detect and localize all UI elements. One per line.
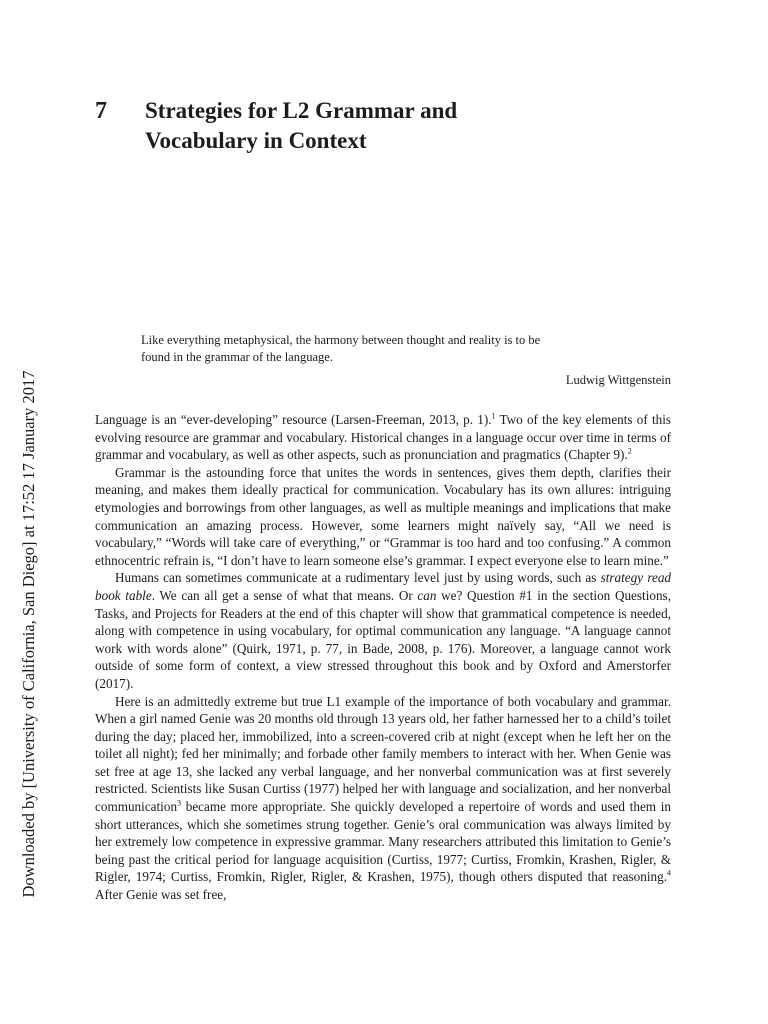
footnote-ref[interactable]: 2: [627, 446, 632, 456]
paragraph-text: Two of the key elements of this evolving resource are grammar and vocabulary. Historical changes in a language occur over time in terms of grammar and vocabulary, as well as other aspects, such as pronunciation and pragmatics (Chapter 9).: [95, 412, 671, 463]
paragraph-4: [95, 693, 671, 904]
paragraph-text: After Genie was set free,: [95, 887, 227, 903]
paragraph-1: [95, 411, 671, 464]
paragraph-3: [95, 569, 671, 692]
paragraph-text: Here is an admittedly extreme but true L1 example of the importance of both vocabulary and grammar. When a girl named Genie was 20 months old through 13 years old, her father harnessed her to a child’s toilet during the day; placed her, immobilized, into a screen-covered crib at night (except when he left her on the toilet all night); fed her minimally; and forbade other family members to interact with her. When Genie was set free at age 13, she lacked any verbal language, and her nonverbal communication was at first severely restricted. Scientists like Susan Curtiss (1977) helped her with language and socialization, and her nonverbal communication: [95, 693, 671, 815]
chapter-title: Strategies for L2 Grammar and Vocabulary in Context: [145, 98, 458, 153]
paragraph-text: we? Question #1 in the section Questions, Tasks, and Projects for Readers at the end of this chapter will show that grammatical competence is needed, along with competence in using vocabulary, for optimal communication any language. “A language cannot work with words alone” (Quirk, 1971, p. 77, in Bade, 2008, p. 176). Moreover, a language cannot work outside of some form of context, a view stressed throughout this book and by Oxford and Amerstorfer (2017).: [95, 587, 671, 691]
epigraph: [141, 332, 671, 389]
footnote-ref[interactable]: 4: [667, 869, 671, 879]
italic-phrase: strategy read book table: [95, 570, 672, 603]
paragraph-text: . We can all get a sense of what that means. Or: [151, 587, 418, 603]
paragraph-text: Language is an “ever-developing” resource (Larsen-Freeman, 2013, p. 1).: [95, 412, 492, 427]
footnote-ref[interactable]: 1: [491, 411, 496, 421]
epigraph-quote: Like everything metaphysical, the harmony between thought and reality is to be found in the grammar of the language.: [141, 333, 541, 364]
epigraph-author: Ludwig Wittgenstein: [565, 373, 671, 387]
chapter-number: 7: [95, 98, 107, 124]
paragraph-text: Humans can sometimes communicate at a rudimentary level just by using words, such as: [115, 570, 601, 586]
paragraph-text: became more appropriate. She quickly developed a repertoire of words and used them in short utterances, which she sometimes strung together. Genie’s oral communication was always limited by her extremely low competence in expressive grammar. Many researchers attributed this limitation to Genie’s being past the critical period for language acquisition (Curtiss, 1977; Curtiss, Fromkin, Krashen, Rigler, & Rigler, 1974; Curtiss, Fromkin, Rigler, Rigler, & Krashen, 1975), though others disputed that reasoning.: [95, 799, 671, 885]
chapter-body: [95, 411, 671, 904]
download-watermark: Downloaded by [University of California, San Diego] at 17:52 17 January 2017: [19, 370, 38, 898]
footnote-ref[interactable]: 3: [177, 798, 182, 808]
italic-word: can: [417, 587, 437, 603]
paragraph-2: Grammar is the astounding force that unites the words in sentences, gives them depth, clarifies their meaning, and makes them ideally practical for communication. Vocabulary has its own allures: intriguing etymologies and borrowings from other languages, as well as multiple meanings and implications that make communication an amazing process. However, some learners might naïvely say, “All we need is vocabulary,” “Words will take care of everything,” or “Grammar is too hard and too confusing.” A common ethnocentric refrain is, “I don’t have to learn someone else’s grammar. I expect everyone else to learn mine.”: [95, 464, 671, 568]
